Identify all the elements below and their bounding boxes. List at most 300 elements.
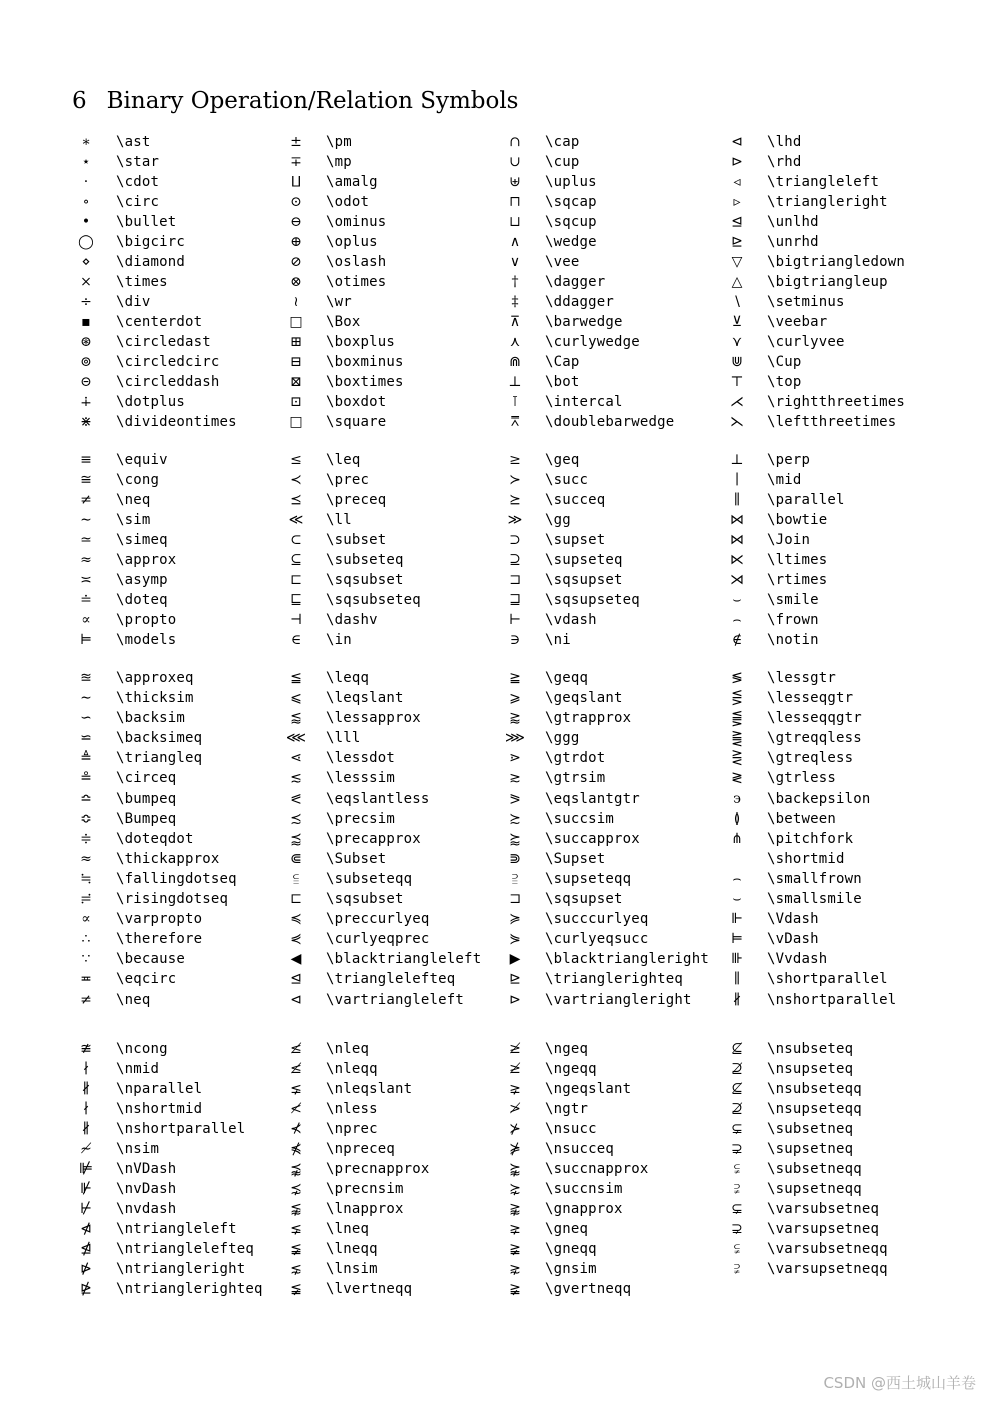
symbol-glyph: ≰	[290, 1061, 302, 1077]
latex-command: \mid	[767, 472, 802, 488]
symbol-glyph: ≀	[293, 294, 299, 310]
symbol-glyph: ⊩	[730, 911, 744, 928]
latex-command: \centerdot	[116, 314, 203, 330]
symbol-glyph: ⋙	[505, 730, 525, 747]
latex-command: \curlywedge	[545, 334, 640, 350]
latex-command: \sqsupseteq	[545, 592, 640, 608]
symbol-glyph: ⩞	[510, 414, 520, 430]
symbol-glyph: ⊤	[730, 374, 744, 390]
symbol-glyph: ∤	[82, 1061, 90, 1077]
symbol-glyph: ◯	[78, 234, 94, 250]
latex-command: \varsupsetneq	[767, 1221, 880, 1237]
latex-command: \ngeq	[545, 1041, 589, 1057]
latex-command: \smallsmile	[767, 891, 862, 908]
symbol-glyph: ⊬	[79, 1201, 93, 1217]
symbol-glyph: ⋭	[80, 1281, 92, 1297]
latex-command: \div	[116, 294, 151, 310]
symbol-glyph: ⊒	[509, 592, 521, 608]
symbol-glyph: ≜	[80, 750, 92, 767]
latex-command: \gtreqqless	[767, 730, 862, 747]
latex-command: \smile	[767, 592, 819, 608]
latex-command: \asymp	[116, 572, 168, 588]
latex-command: \gtrless	[767, 770, 837, 787]
latex-command: \preccurlyeq	[326, 911, 430, 928]
latex-command: \nsubseteq	[767, 1041, 854, 1057]
latex-command: \boxtimes	[326, 374, 404, 390]
symbol-glyph: ∝	[81, 911, 91, 928]
symbol-glyph: ≑	[80, 830, 92, 847]
latex-command: \lesseqgtr	[767, 690, 854, 707]
symbol-glyph: ≥	[509, 452, 521, 468]
symbol-glyph: ≁	[80, 1141, 92, 1157]
symbol-glyph: ⊨	[730, 931, 744, 948]
latex-command: \ntrianglerighteq	[116, 1281, 263, 1297]
symbol-glyph: ⋎	[731, 334, 743, 350]
latex-command: \ntrianglelefteq	[116, 1241, 255, 1257]
symbol-glyph: ⊢	[508, 612, 522, 628]
latex-command: \geqslant	[545, 690, 623, 707]
section-number: 6	[72, 88, 87, 114]
symbol-glyph: ⋉	[730, 552, 744, 568]
symbol-glyph: ◀	[290, 951, 302, 968]
symbol-glyph: ⫌	[733, 1261, 741, 1277]
latex-command: \nleqslant	[326, 1081, 413, 1097]
latex-command: \vartriangleright	[545, 991, 692, 1008]
symbol-glyph: ⊇	[509, 552, 521, 568]
symbol-glyph: ⋧	[509, 1261, 521, 1277]
latex-command: \dashv	[326, 612, 378, 628]
latex-command: \subseteqq	[326, 870, 413, 887]
symbol-glyph: ⊠	[290, 374, 302, 390]
latex-command: \ncong	[116, 1041, 168, 1057]
symbol-glyph: ⋔	[731, 830, 743, 847]
symbol-glyph: ⫅	[292, 870, 300, 887]
latex-command: \odot	[326, 194, 370, 210]
symbol-glyph: ⋩	[509, 1181, 521, 1197]
latex-command: \boxplus	[326, 334, 396, 350]
symbol-glyph: ⊏	[290, 891, 302, 908]
symbol-glyph: ÷	[80, 294, 92, 310]
latex-command: \ggg	[545, 730, 580, 747]
latex-command: \ltimes	[767, 552, 828, 568]
symbol-glyph: ·	[83, 174, 89, 190]
symbol-glyph: ≖	[80, 971, 92, 988]
latex-command: \succnsim	[545, 1181, 623, 1197]
latex-command: \sqcup	[545, 214, 597, 230]
latex-command: \leqq	[326, 670, 370, 686]
latex-command: \lneq	[326, 1221, 370, 1237]
latex-command: \sqsupset	[545, 572, 623, 588]
symbol-glyph: ∦	[732, 991, 742, 1008]
symbol-glyph: ×	[80, 274, 92, 290]
symbol-glyph: ⪹	[290, 1161, 302, 1177]
symbol-glyph: ⊳	[731, 154, 743, 170]
symbol-glyph: ±	[290, 134, 302, 150]
symbol-glyph: ⋘	[286, 730, 306, 747]
latex-command: \lhd	[767, 134, 802, 150]
symbol-glyph: ∼	[80, 690, 92, 707]
symbol-glyph: ≩	[509, 1241, 521, 1257]
latex-command: \frown	[767, 612, 819, 628]
symbol-glyph: ⋚	[731, 690, 743, 707]
latex-command: \wr	[326, 294, 352, 310]
symbol-glyph: ≧	[509, 670, 521, 686]
symbol-glyph: ⊡	[290, 394, 302, 410]
latex-command: \backepsilon	[767, 790, 871, 807]
symbol-glyph: ⋨	[290, 1181, 302, 1197]
symbol-glyph: ⪉	[290, 1201, 302, 1217]
latex-command: \cong	[116, 472, 160, 488]
symbol-glyph: ⊨	[79, 632, 93, 648]
latex-command: \gnsim	[545, 1261, 597, 1277]
symbol-glyph: ≩	[509, 1281, 521, 1297]
latex-command: \triangleright	[767, 194, 888, 210]
symbol-glyph: ϶	[733, 790, 741, 807]
latex-command: \gg	[545, 512, 571, 528]
latex-command: \nsupseteqq	[767, 1101, 862, 1117]
latex-command: \sqcap	[545, 194, 597, 210]
latex-command: \nshortparallel	[116, 1121, 246, 1137]
latex-command: \varpropto	[116, 911, 203, 928]
symbol-glyph: ≺	[290, 472, 302, 488]
symbol-glyph: ∋	[509, 632, 521, 648]
latex-command: \nparallel	[116, 1081, 203, 1097]
latex-command: \vDash	[767, 931, 819, 948]
symbol-glyph: ⋏	[509, 334, 521, 350]
latex-command: \bot	[545, 374, 580, 390]
latex-command: \Subset	[326, 850, 387, 867]
latex-command: \sqsubseteq	[326, 592, 421, 608]
latex-command: \circ	[116, 194, 160, 210]
latex-command: \bigcirc	[116, 234, 186, 250]
symbol-glyph: ⊟	[290, 354, 302, 370]
symbol-glyph: ⊝	[80, 374, 92, 390]
symbol-glyph: ▹	[733, 194, 741, 210]
symbol-glyph: ⪊	[509, 1201, 521, 1217]
symbol-glyph: ⊈	[731, 1081, 743, 1097]
latex-command: \shortparallel	[767, 971, 888, 988]
symbol-glyph: ⫋	[733, 1241, 741, 1257]
latex-command: \Box	[326, 314, 361, 330]
symbol-glyph: ≍	[80, 572, 92, 588]
symbol-glyph: ≷	[731, 770, 743, 787]
symbol-glyph: ∵	[81, 951, 91, 968]
symbol-glyph: ⊛	[80, 334, 92, 350]
symbol-glyph: ∗	[81, 134, 91, 150]
latex-command: \circledast	[116, 334, 211, 350]
latex-command: \approx	[116, 552, 177, 568]
symbol-glyph: ⊙	[290, 194, 302, 210]
latex-command: \leftthreetimes	[767, 414, 897, 430]
symbol-glyph: ⊋	[731, 1221, 743, 1237]
symbol-glyph: ∴	[81, 931, 91, 948]
symbol-glyph: ⋇	[80, 414, 92, 430]
symbol-glyph: ⊆	[290, 552, 302, 568]
latex-command: \propto	[116, 612, 177, 628]
symbol-glyph: ≗	[80, 770, 92, 787]
latex-command: \nleqq	[326, 1061, 378, 1077]
latex-command: \thickapprox	[116, 850, 220, 867]
symbol-glyph: ▶	[509, 951, 521, 968]
symbol-glyph: ⊚	[80, 354, 92, 370]
latex-command: \therefore	[116, 931, 203, 948]
symbol-glyph: ⊀	[290, 1121, 302, 1137]
symbol-glyph: ≪	[288, 512, 304, 528]
latex-command: \unrhd	[767, 234, 819, 250]
latex-command: \top	[767, 374, 802, 390]
symbol-glyph: ⋈	[730, 512, 744, 528]
latex-command: \vdash	[545, 612, 597, 628]
symbol-glyph: ≨	[290, 1241, 302, 1257]
latex-command: \succcurlyeq	[545, 911, 649, 928]
symbol-glyph: ⊕	[290, 234, 302, 250]
latex-command: \nprec	[326, 1121, 378, 1137]
latex-command: \veebar	[767, 314, 828, 330]
symbol-glyph: ⊮	[79, 1181, 93, 1197]
symbol-glyph: ⊻	[731, 314, 743, 330]
latex-command: \backsimeq	[116, 730, 203, 747]
symbol-glyph: ⊓	[509, 194, 521, 210]
symbol-glyph: ⊊	[731, 1201, 743, 1217]
latex-command: \gtrdot	[545, 750, 606, 767]
symbol-glyph: ≐	[80, 592, 92, 608]
latex-command: \smallfrown	[767, 870, 862, 887]
latex-command: \models	[116, 632, 177, 648]
latex-command: \supset	[545, 532, 606, 548]
latex-command: \Cap	[545, 354, 580, 370]
symbol-glyph: ⊥	[508, 374, 522, 390]
symbol-glyph: ⊃	[509, 532, 521, 548]
latex-command: \nvdash	[116, 1201, 177, 1217]
symbol-glyph: ⊪	[730, 951, 744, 968]
symbol-glyph: ∤	[82, 1101, 90, 1117]
symbol-glyph: ‡	[511, 294, 519, 310]
symbol-glyph: ⊁	[509, 1121, 521, 1137]
latex-command: \star	[116, 154, 160, 170]
symbol-glyph: ⋡	[509, 1141, 521, 1157]
latex-command: \gvertneqq	[545, 1281, 632, 1297]
latex-command: \setminus	[767, 294, 845, 310]
latex-command: \times	[116, 274, 168, 290]
symbol-glyph: ⌣	[732, 891, 742, 908]
symbol-glyph: ⊖	[290, 214, 302, 230]
symbol-glyph: ≅	[80, 472, 92, 488]
latex-command: \nsucceq	[545, 1141, 615, 1157]
latex-command: \eqslantless	[326, 790, 430, 807]
latex-command: \sqsubset	[326, 891, 404, 908]
latex-command: \nsucc	[545, 1121, 597, 1137]
symbol-glyph: ⊎	[509, 174, 521, 190]
symbol-glyph: ⪋	[731, 710, 743, 727]
latex-command: \subsetneqq	[767, 1161, 862, 1177]
symbol-glyph: ⪈	[509, 1081, 521, 1097]
latex-command: \bumpeq	[116, 790, 177, 807]
symbol-glyph: ≇	[80, 1041, 92, 1057]
symbol-glyph: ⋈	[730, 532, 744, 548]
symbol-glyph: ⋠	[290, 1141, 302, 1157]
symbol-glyph: ≤	[290, 452, 302, 468]
symbol-glyph: ◃	[733, 174, 741, 190]
symbol-glyph: ⫋	[733, 1161, 741, 1177]
latex-command: \cup	[545, 154, 580, 170]
latex-command: \diamond	[116, 254, 186, 270]
latex-command: \Bumpeq	[116, 810, 177, 827]
symbol-glyph: ⪯	[290, 492, 302, 508]
latex-command: \ngeqslant	[545, 1081, 632, 1097]
symbol-glyph: ≒	[80, 870, 92, 887]
symbol-glyph: ⊲	[731, 134, 743, 150]
symbol-glyph: ⊘	[290, 254, 302, 270]
symbol-glyph: ⊋	[731, 1141, 743, 1157]
symbol-glyph: ∘	[82, 194, 90, 210]
latex-command: \because	[116, 951, 186, 968]
watermark: CSDN @西土城山羊卷	[823, 1374, 976, 1392]
symbol-glyph: ⊵	[731, 234, 743, 250]
symbol-glyph: ⊐	[509, 891, 521, 908]
latex-command: \succeq	[545, 492, 606, 508]
symbol-glyph: ≨	[290, 1281, 302, 1297]
symbol-glyph: ∦	[81, 1081, 91, 1097]
latex-command: \notin	[767, 632, 819, 648]
latex-command: \gtreqless	[767, 750, 854, 767]
latex-command: \sqsubset	[326, 572, 404, 588]
latex-command: \triangleleft	[767, 174, 880, 190]
symbol-glyph: ⊉	[731, 1101, 743, 1117]
symbol-glyph: ⪸	[509, 830, 521, 847]
latex-command: \supseteq	[545, 552, 623, 568]
latex-command: \pitchfork	[767, 830, 854, 847]
latex-command: \lvertneqq	[326, 1281, 413, 1297]
symbol-glyph: ≈	[80, 552, 92, 568]
symbol-glyph: ⋆	[81, 154, 91, 170]
symbol-glyph: ⌢	[732, 612, 742, 628]
symbol-glyph: ∥	[733, 492, 741, 508]
symbol-glyph: ⪌	[731, 730, 743, 747]
symbol-glyph: ⨿	[290, 174, 302, 190]
latex-command: \bowtie	[767, 512, 828, 528]
latex-command: \neq	[116, 991, 151, 1008]
latex-command: \sim	[116, 512, 151, 528]
latex-command: \precapprox	[326, 830, 421, 847]
symbol-glyph: ⌣	[732, 592, 742, 608]
symbol-glyph: ∦	[81, 1121, 91, 1137]
symbol-glyph: ∓	[290, 154, 302, 170]
latex-command: \otimes	[326, 274, 387, 290]
symbol-glyph: △	[731, 274, 743, 290]
symbol-glyph: ⊉	[731, 1061, 743, 1077]
latex-command: \bigtriangledown	[767, 254, 906, 270]
latex-command: \Supset	[545, 850, 606, 867]
latex-command: \varsupsetneqq	[767, 1261, 888, 1277]
symbol-glyph: ⊴	[731, 214, 743, 230]
symbol-glyph: ⪰	[509, 492, 521, 508]
symbol-glyph: ∪	[509, 154, 521, 170]
symbol-glyph: ∔	[80, 394, 92, 410]
symbol-glyph: ≰	[290, 1041, 302, 1057]
symbol-glyph: ∽	[80, 710, 92, 727]
latex-command: \ngeqq	[545, 1061, 597, 1077]
latex-command: \subsetneq	[767, 1121, 854, 1137]
symbol-glyph: ≻	[509, 472, 521, 488]
symbol-glyph: ≦	[290, 670, 302, 686]
symbol-glyph: ⩾	[509, 690, 521, 707]
latex-command: \nshortmid	[116, 1101, 203, 1117]
latex-command: \neq	[116, 492, 151, 508]
latex-command: \circleddash	[116, 374, 220, 390]
symbol-glyph: ≫	[507, 512, 523, 528]
latex-command: \thicksim	[116, 690, 194, 707]
symbol-glyph: ⊞	[290, 334, 302, 350]
symbol-glyph: ≬	[733, 810, 741, 827]
latex-command: \supseteqq	[545, 870, 632, 887]
symbol-glyph: ⊣	[289, 612, 303, 628]
latex-command: \intercal	[545, 394, 623, 410]
symbol-glyph: ∧	[509, 234, 521, 250]
symbol-glyph: ∝	[81, 612, 91, 628]
latex-command: \nsupseteq	[767, 1061, 854, 1077]
latex-command: \cap	[545, 134, 580, 150]
symbol-glyph: ⊲	[290, 991, 302, 1008]
latex-command: \Join	[767, 532, 811, 548]
symbol-glyph: ≮	[290, 1101, 302, 1117]
symbol-glyph: ⊑	[290, 592, 302, 608]
latex-command: \square	[326, 414, 387, 430]
latex-command: \eqslantgtr	[545, 790, 640, 807]
latex-command: \preceq	[326, 492, 387, 508]
symbol-glyph: ⋛	[731, 750, 743, 767]
symbol-glyph: □	[289, 414, 303, 430]
latex-command: \circeq	[116, 770, 177, 787]
latex-command: \lesssim	[326, 770, 396, 787]
latex-command: \lneqq	[326, 1241, 378, 1257]
latex-command: \geqq	[545, 670, 589, 686]
latex-command: \lnapprox	[326, 1201, 404, 1217]
symbol-glyph: ⪇	[290, 1221, 302, 1237]
latex-command: \bullet	[116, 214, 177, 230]
symbol-glyph: ∉	[731, 632, 743, 648]
symbol-glyph: ⋖	[290, 750, 302, 767]
latex-command: \parallel	[767, 492, 845, 508]
symbol-glyph: ⊥	[730, 452, 744, 468]
latex-command: \between	[767, 810, 837, 827]
latex-command: \in	[326, 632, 352, 648]
symbol-glyph: †	[511, 274, 519, 290]
latex-command: \vee	[545, 254, 580, 270]
latex-command: \ntriangleright	[116, 1261, 246, 1277]
latex-command: \gneq	[545, 1221, 589, 1237]
symbol-glyph: ≯	[509, 1101, 521, 1117]
latex-command: \ni	[545, 632, 571, 648]
symbol-glyph: ∣	[734, 472, 740, 488]
latex-command: \nsubseteqq	[767, 1081, 862, 1097]
latex-command: \prec	[326, 472, 370, 488]
symbol-glyph: ≡	[80, 452, 92, 468]
symbol-glyph: ≽	[509, 911, 521, 928]
symbol-glyph: ⪖	[509, 790, 521, 807]
latex-command: \fallingdotseq	[116, 870, 237, 887]
latex-command: \doublebarwedge	[545, 414, 675, 430]
latex-command: \unlhd	[767, 214, 819, 230]
latex-command: \doteqdot	[116, 830, 194, 847]
symbol-glyph: ⊵	[509, 971, 521, 988]
latex-command: \ntriangleleft	[116, 1221, 237, 1237]
symbol-glyph: •	[81, 214, 91, 230]
symbol-glyph: ∩	[509, 134, 521, 150]
symbol-glyph: ⋄	[81, 254, 91, 270]
latex-command: \supsetneq	[767, 1141, 854, 1157]
latex-command: \ll	[326, 512, 352, 528]
latex-command: \subseteq	[326, 552, 404, 568]
